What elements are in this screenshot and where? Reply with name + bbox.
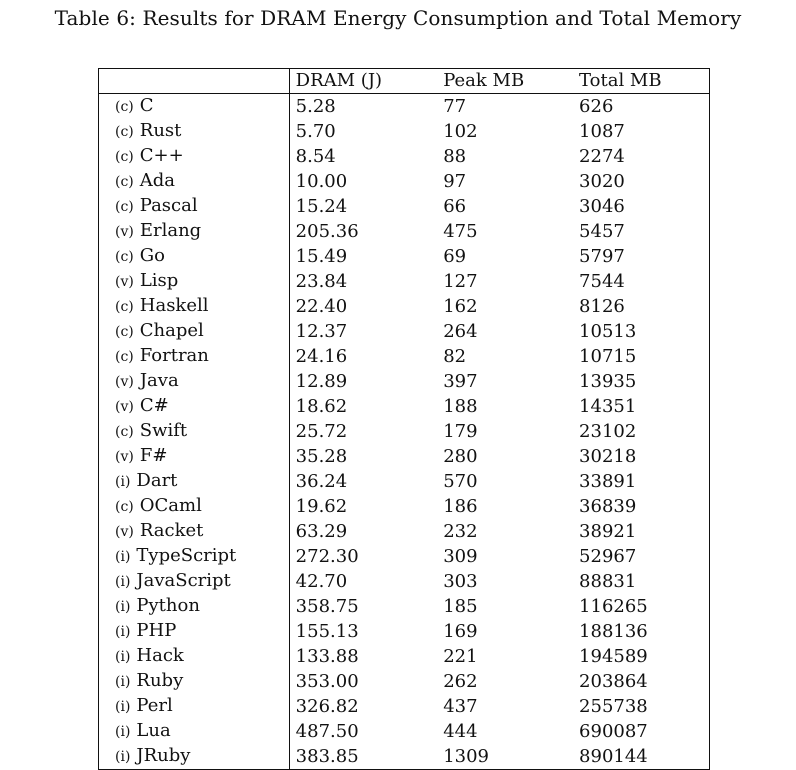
- language-type-tag: (v): [115, 449, 134, 465]
- dram-cell: 133.88: [295, 645, 359, 667]
- language-name: Lua: [136, 720, 171, 741]
- language-type-tag: (c): [115, 199, 134, 215]
- language-type-tag: (v): [115, 399, 134, 415]
- table-row: [99, 219, 710, 244]
- table-row: [99, 694, 710, 719]
- dram-cell: 5.28: [295, 95, 336, 117]
- language-type-tag: (i): [115, 649, 131, 665]
- table-row: [99, 269, 710, 294]
- peak-mb-cell: 186: [443, 495, 478, 517]
- language-name: Fortran: [139, 345, 209, 366]
- language-type-tag: (i): [115, 624, 131, 640]
- dram-cell: 272.30: [295, 545, 359, 567]
- language-name: OCaml: [139, 495, 202, 516]
- dram-cell: 24.16: [295, 345, 348, 367]
- results-table: [98, 68, 710, 770]
- language-cell: [99, 294, 290, 319]
- language-cell: [99, 744, 290, 770]
- language-name: JRuby: [136, 745, 191, 766]
- dram-cell: 25.72: [295, 420, 348, 442]
- dram-cell: 358.75: [295, 595, 359, 617]
- dram-cell: 353.00: [295, 670, 359, 692]
- peak-mb-cell: 264: [443, 320, 478, 342]
- language-type-tag: (i): [115, 574, 131, 590]
- language-type-tag: (c): [115, 249, 134, 265]
- table-body: [99, 94, 710, 770]
- language-name: Go: [139, 245, 165, 266]
- peak-mb-cell: 69: [443, 245, 467, 267]
- total-mb-cell: 10715: [579, 345, 637, 367]
- language-type-tag: (v): [115, 224, 134, 240]
- language-name: Chapel: [139, 320, 204, 341]
- peak-mb-cell: 88: [443, 145, 467, 167]
- dram-cell: 5.70: [295, 120, 336, 142]
- language-name: F#: [139, 445, 168, 466]
- language-cell: [99, 169, 290, 194]
- peak-mb-cell: 162: [443, 295, 478, 317]
- language-name: PHP: [136, 620, 177, 641]
- language-type-tag: (i): [115, 749, 131, 765]
- peak-mb-cell: 169: [443, 620, 478, 642]
- header-total-mb: Total MB: [579, 70, 662, 91]
- language-type-tag: (i): [115, 724, 131, 740]
- total-mb-cell: 5797: [579, 245, 625, 267]
- language-cell: [99, 619, 290, 644]
- total-mb-cell: 38921: [579, 520, 637, 542]
- language-name: Swift: [139, 420, 188, 441]
- dram-cell: 205.36: [295, 220, 359, 242]
- dram-cell: 487.50: [295, 720, 359, 742]
- table-row: [99, 94, 710, 120]
- peak-mb-cell: 102: [443, 120, 478, 142]
- language-type-tag: (i): [115, 549, 131, 565]
- total-mb-cell: 14351: [579, 395, 637, 417]
- language-name: Python: [136, 595, 200, 616]
- table-row: [99, 644, 710, 669]
- table-row: [99, 144, 710, 169]
- dram-cell: 23.84: [295, 270, 348, 292]
- language-cell: [99, 519, 290, 544]
- language-name: Ruby: [136, 670, 184, 691]
- total-mb-cell: 3046: [579, 195, 625, 217]
- language-type-tag: (c): [115, 149, 134, 165]
- language-cell: [99, 569, 290, 594]
- table-row: [99, 669, 710, 694]
- dram-cell: 22.40: [295, 295, 348, 317]
- language-cell: [99, 669, 290, 694]
- language-name: C++: [139, 145, 184, 166]
- table-header: [99, 69, 710, 94]
- peak-mb-cell: 188: [443, 395, 478, 417]
- language-type-tag: (v): [115, 524, 134, 540]
- language-type-tag: (c): [115, 124, 134, 140]
- total-mb-cell: 36839: [579, 495, 637, 517]
- dram-cell: 42.70: [295, 570, 348, 592]
- table-row: [99, 719, 710, 744]
- peak-mb-cell: 397: [443, 370, 478, 392]
- table-row: [99, 119, 710, 144]
- language-type-tag: (i): [115, 699, 131, 715]
- language-type-tag: (c): [115, 349, 134, 365]
- dram-cell: 18.62: [295, 395, 348, 417]
- language-cell: [99, 219, 290, 244]
- table-row: [99, 319, 710, 344]
- language-cell: [99, 419, 290, 444]
- language-cell: [99, 94, 290, 120]
- dram-cell: 15.24: [295, 195, 348, 217]
- language-name: Lisp: [139, 270, 179, 291]
- peak-mb-cell: 232: [443, 520, 478, 542]
- peak-mb-cell: 475: [443, 220, 478, 242]
- language-name: C#: [139, 395, 169, 416]
- dram-cell: 10.00: [295, 170, 348, 192]
- language-name: JavaScript: [136, 570, 231, 591]
- peak-mb-cell: 280: [443, 445, 478, 467]
- language-type-tag: (v): [115, 274, 134, 290]
- peak-mb-cell: 97: [443, 170, 467, 192]
- table-row: [99, 569, 710, 594]
- total-mb-cell: 8126: [579, 295, 625, 317]
- language-type-tag: (c): [115, 299, 134, 315]
- language-name: Haskell: [139, 295, 209, 316]
- language-type-tag: (v): [115, 374, 134, 390]
- dram-cell: 8.54: [295, 145, 336, 167]
- peak-mb-cell: 309: [443, 545, 478, 567]
- language-type-tag: (c): [115, 324, 134, 340]
- total-mb-cell: 890144: [579, 745, 648, 767]
- dram-cell: 383.85: [295, 745, 359, 767]
- language-type-tag: (i): [115, 474, 131, 490]
- peak-mb-cell: 82: [443, 345, 467, 367]
- language-name: Java: [139, 370, 179, 391]
- table-row: [99, 744, 710, 770]
- language-name: Dart: [136, 470, 178, 491]
- table-row: [99, 169, 710, 194]
- language-type-tag: (i): [115, 674, 131, 690]
- header-row: [99, 69, 710, 94]
- total-mb-cell: 13935: [579, 370, 637, 392]
- peak-mb-cell: 1309: [443, 745, 490, 767]
- language-cell: [99, 694, 290, 719]
- peak-mb-cell: 303: [443, 570, 478, 592]
- language-type-tag: (c): [115, 99, 134, 115]
- peak-mb-cell: 444: [443, 720, 478, 742]
- language-type-tag: (c): [115, 499, 134, 515]
- language-cell: [99, 369, 290, 394]
- table-row: [99, 244, 710, 269]
- table-row: [99, 619, 710, 644]
- table-row: [99, 444, 710, 469]
- dram-cell: 155.13: [295, 620, 359, 642]
- header-language: [99, 69, 290, 94]
- total-mb-cell: 30218: [579, 445, 637, 467]
- language-name: Pascal: [139, 195, 198, 216]
- total-mb-cell: 7544: [579, 270, 625, 292]
- table-row: [99, 519, 710, 544]
- table-row: [99, 394, 710, 419]
- language-type-tag: (i): [115, 599, 131, 615]
- dram-cell: 36.24: [295, 470, 348, 492]
- language-cell: [99, 444, 290, 469]
- total-mb-cell: 1087: [579, 120, 625, 142]
- total-mb-cell: 194589: [579, 645, 648, 667]
- peak-mb-cell: 66: [443, 195, 467, 217]
- language-name: Hack: [136, 645, 184, 666]
- total-mb-cell: 2274: [579, 145, 625, 167]
- total-mb-cell: 88831: [579, 570, 637, 592]
- language-cell: [99, 394, 290, 419]
- peak-mb-cell: 127: [443, 270, 478, 292]
- peak-mb-cell: 437: [443, 695, 478, 717]
- dram-cell: 12.89: [295, 370, 348, 392]
- total-mb-cell: 23102: [579, 420, 637, 442]
- dram-cell: 19.62: [295, 495, 348, 517]
- language-cell: [99, 269, 290, 294]
- table-row: [99, 419, 710, 444]
- language-name: Ada: [139, 170, 176, 191]
- dram-cell: 15.49: [295, 245, 348, 267]
- total-mb-cell: 255738: [579, 695, 648, 717]
- language-cell: [99, 144, 290, 169]
- dram-cell: 35.28: [295, 445, 348, 467]
- total-mb-cell: 626: [579, 95, 614, 117]
- peak-mb-cell: 77: [443, 95, 467, 117]
- total-mb-cell: 203864: [579, 670, 648, 692]
- table-row: [99, 594, 710, 619]
- language-cell: [99, 244, 290, 269]
- table-row: [99, 369, 710, 394]
- language-name: C: [139, 95, 154, 116]
- total-mb-cell: 10513: [579, 320, 637, 342]
- table-row: [99, 344, 710, 369]
- total-mb-cell: 690087: [579, 720, 648, 742]
- total-mb-cell: 188136: [579, 620, 648, 642]
- header-peak-mb: Peak MB: [443, 70, 525, 91]
- total-mb-cell: 5457: [579, 220, 625, 242]
- peak-mb-cell: 570: [443, 470, 478, 492]
- peak-mb-cell: 179: [443, 420, 478, 442]
- dram-cell: 12.37: [295, 320, 348, 342]
- table-row: [99, 294, 710, 319]
- peak-mb-cell: 262: [443, 670, 478, 692]
- peak-mb-cell: 221: [443, 645, 478, 667]
- language-cell: [99, 644, 290, 669]
- dram-cell: 63.29: [295, 520, 348, 542]
- language-cell: [99, 119, 290, 144]
- language-type-tag: (c): [115, 424, 134, 440]
- dram-cell: 326.82: [295, 695, 359, 717]
- language-name: Perl: [136, 695, 173, 716]
- table-row: [99, 469, 710, 494]
- language-name: TypeScript: [136, 545, 237, 566]
- language-type-tag: (c): [115, 174, 134, 190]
- language-cell: [99, 344, 290, 369]
- header-dram: DRAM (J): [295, 70, 383, 91]
- language-cell: [99, 319, 290, 344]
- language-name: Erlang: [139, 220, 202, 241]
- language-cell: [99, 594, 290, 619]
- total-mb-cell: 3020: [579, 170, 625, 192]
- language-cell: [99, 469, 290, 494]
- total-mb-cell: 52967: [579, 545, 637, 567]
- language-name: Rust: [139, 120, 182, 141]
- table-row: [99, 544, 710, 569]
- table-row: [99, 494, 710, 519]
- table-row: [99, 194, 710, 219]
- language-cell: [99, 194, 290, 219]
- total-mb-cell: 33891: [579, 470, 637, 492]
- total-mb-cell: 116265: [579, 595, 648, 617]
- language-name: Racket: [139, 520, 204, 541]
- language-cell: [99, 544, 290, 569]
- language-cell: [99, 719, 290, 744]
- peak-mb-cell: 185: [443, 595, 478, 617]
- table-caption: Table 6: Results for DRAM Energy Consumption and Total Memory: [54, 6, 742, 30]
- language-cell: [99, 494, 290, 519]
